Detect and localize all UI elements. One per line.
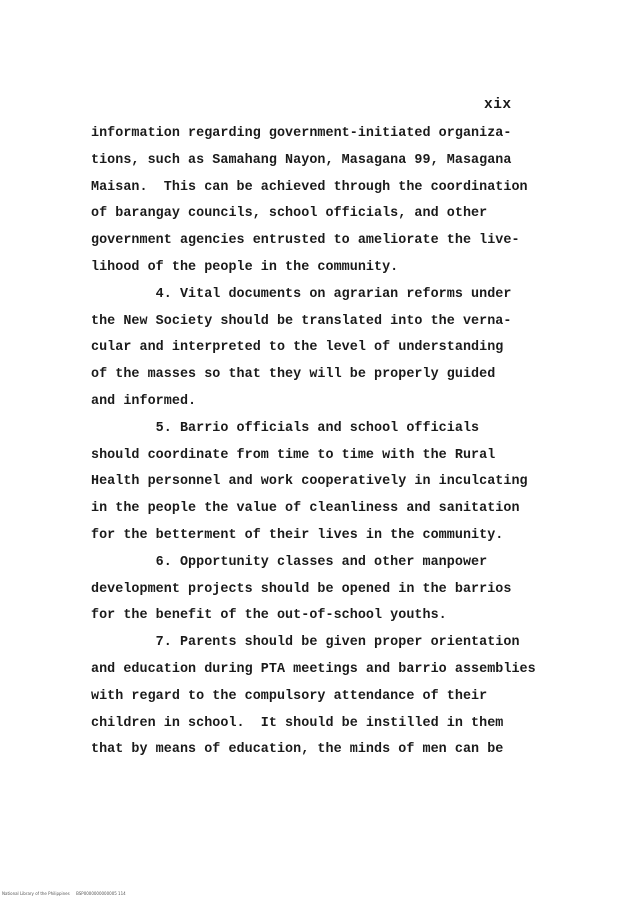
text-line: that by means of education, the minds of men can be bbox=[91, 742, 504, 758]
text-line: of the masses so that they will be properly guided bbox=[91, 367, 496, 383]
text-line: tions, such as Samahang Nayon, Masagana 99, Masagana bbox=[91, 152, 512, 168]
text-line: for the betterment of their lives in the community. bbox=[91, 527, 504, 543]
text-line: of barangay councils, school officials, and other bbox=[91, 206, 488, 222]
page-number: xix bbox=[484, 97, 512, 113]
body-text bbox=[91, 121, 571, 764]
text-line: development projects should be opened in the barrios bbox=[91, 581, 512, 597]
text-line: in the people the value of cleanliness and sanitation bbox=[91, 501, 520, 517]
text-line: should coordinate from time to time with the Rural bbox=[91, 447, 496, 463]
text-line: for the benefit of the out-of-school youths. bbox=[91, 608, 447, 624]
text-line: 6. Opportunity classes and other manpower bbox=[91, 554, 488, 570]
text-line: cular and interpreted to the level of understanding bbox=[91, 340, 504, 356]
text-line: 7. Parents should be given proper orientation bbox=[91, 635, 520, 651]
text-line: 4. Vital documents on agrarian reforms under bbox=[91, 286, 512, 302]
text-line: Maisan. This can be achieved through the coordination bbox=[91, 179, 528, 195]
text-line: Health personnel and work cooperatively in inculcating bbox=[91, 474, 528, 490]
text-line: children in school. It should be instilled in them bbox=[91, 715, 504, 731]
text-line: and informed. bbox=[91, 393, 197, 409]
text-line: government agencies entrusted to ameliorate the live- bbox=[91, 233, 520, 249]
scan-footer: National Library of the Philippines BSP0000000000005 114 bbox=[2, 891, 126, 896]
text-line: information regarding government-initiated organiza- bbox=[91, 126, 512, 141]
text-line: and education during PTA meetings and barrio assemblies bbox=[91, 661, 536, 677]
text-line: lihood of the people in the community. bbox=[91, 259, 399, 275]
text-line: the New Society should be translated into the verna- bbox=[91, 313, 512, 329]
text-line: with regard to the compulsory attendance of their bbox=[91, 688, 488, 704]
text-line: 5. Barrio officials and school officials bbox=[91, 420, 480, 436]
